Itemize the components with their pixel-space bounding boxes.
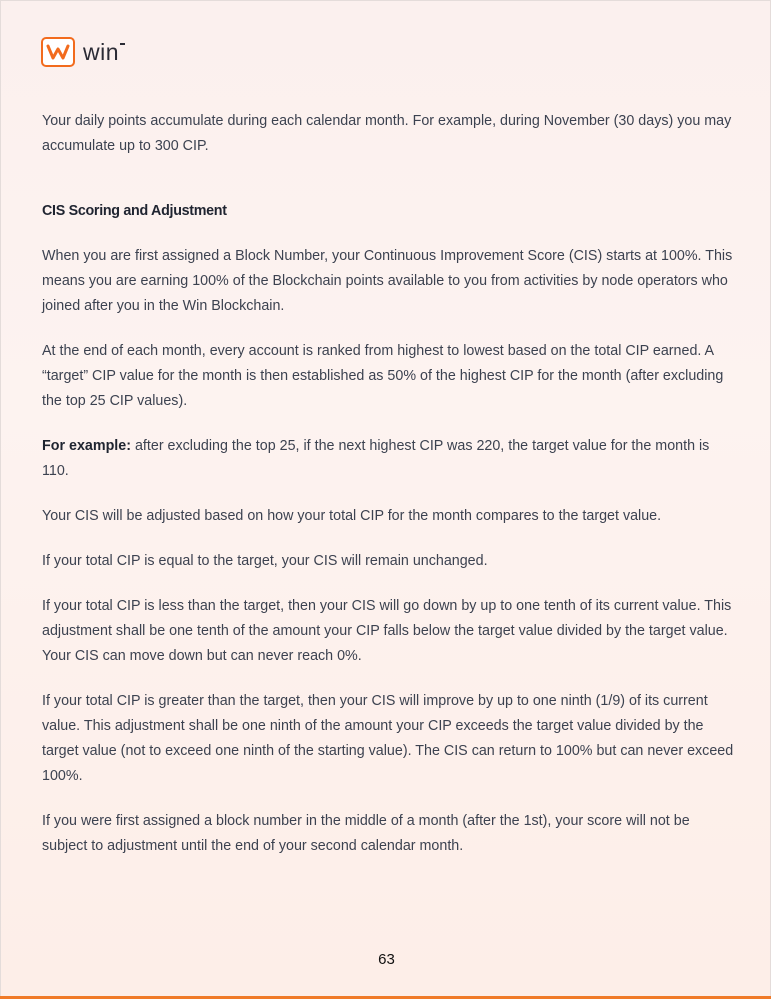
- brand-logo: [41, 37, 119, 67]
- paragraph-example: [42, 434, 737, 484]
- paragraph-ranking: At the end of each month, every account is ranked from highest to lowest based on the total CIP earned. A “target” CIP value for the month is then established as 50% of the highest CIP for the month (after excluding the top 25 CIP values).: [42, 343, 724, 409]
- paragraph-mid-month: If you were first assigned a block number in the middle of a month (after the 1st), your score will not be subject to adjustment until the end of your second calendar month.: [42, 813, 690, 854]
- example-label: For example:: [42, 438, 131, 454]
- intro-paragraph: Your daily points accumulate during each calendar month. For example, during November (30 days) you may accumulate up to 300 CIP.: [42, 113, 732, 154]
- document-body: [42, 109, 737, 879]
- section-heading: CIS Scoring and Adjustment: [42, 203, 227, 219]
- win-logo-icon: [41, 37, 75, 67]
- example-text: after excluding the top 25, if the next highest CIP was 220, the target value for the month is 110.: [42, 438, 710, 479]
- paragraph-equal: If your total CIP is equal to the target, your CIS will remain unchanged.: [42, 553, 488, 569]
- paragraph-greater: If your total CIP is greater than the target, then your CIS will improve by up to one ninth (1/9) of its current value. This adjustment shall be one ninth of the amount your CIP exceeds the target value divided by the target value (not to exceed one ninth of the starting value). The CIS can return to 100% but can never exceed 100%.: [42, 693, 734, 784]
- paragraph-cis-start: When you are first assigned a Block Number, your Continuous Improvement Score (CIS) starts at 100%. This means you are earning 100% of the Blockchain points available to you from activities by node operators who joined after you in the Win Blockchain.: [42, 248, 733, 314]
- paragraph-less: If your total CIP is less than the target, then your CIS will go down by up to one tenth of its current value. This adjustment shall be one tenth of the amount your CIP falls below the target value divided by the target value. Your CIS can move down but can never reach 0%.: [42, 598, 732, 664]
- page-number: 63: [378, 951, 395, 968]
- paragraph-adjustment: Your CIS will be adjusted based on how your total CIP for the month compares to the target value.: [42, 508, 662, 524]
- brand-name: win: [83, 39, 119, 66]
